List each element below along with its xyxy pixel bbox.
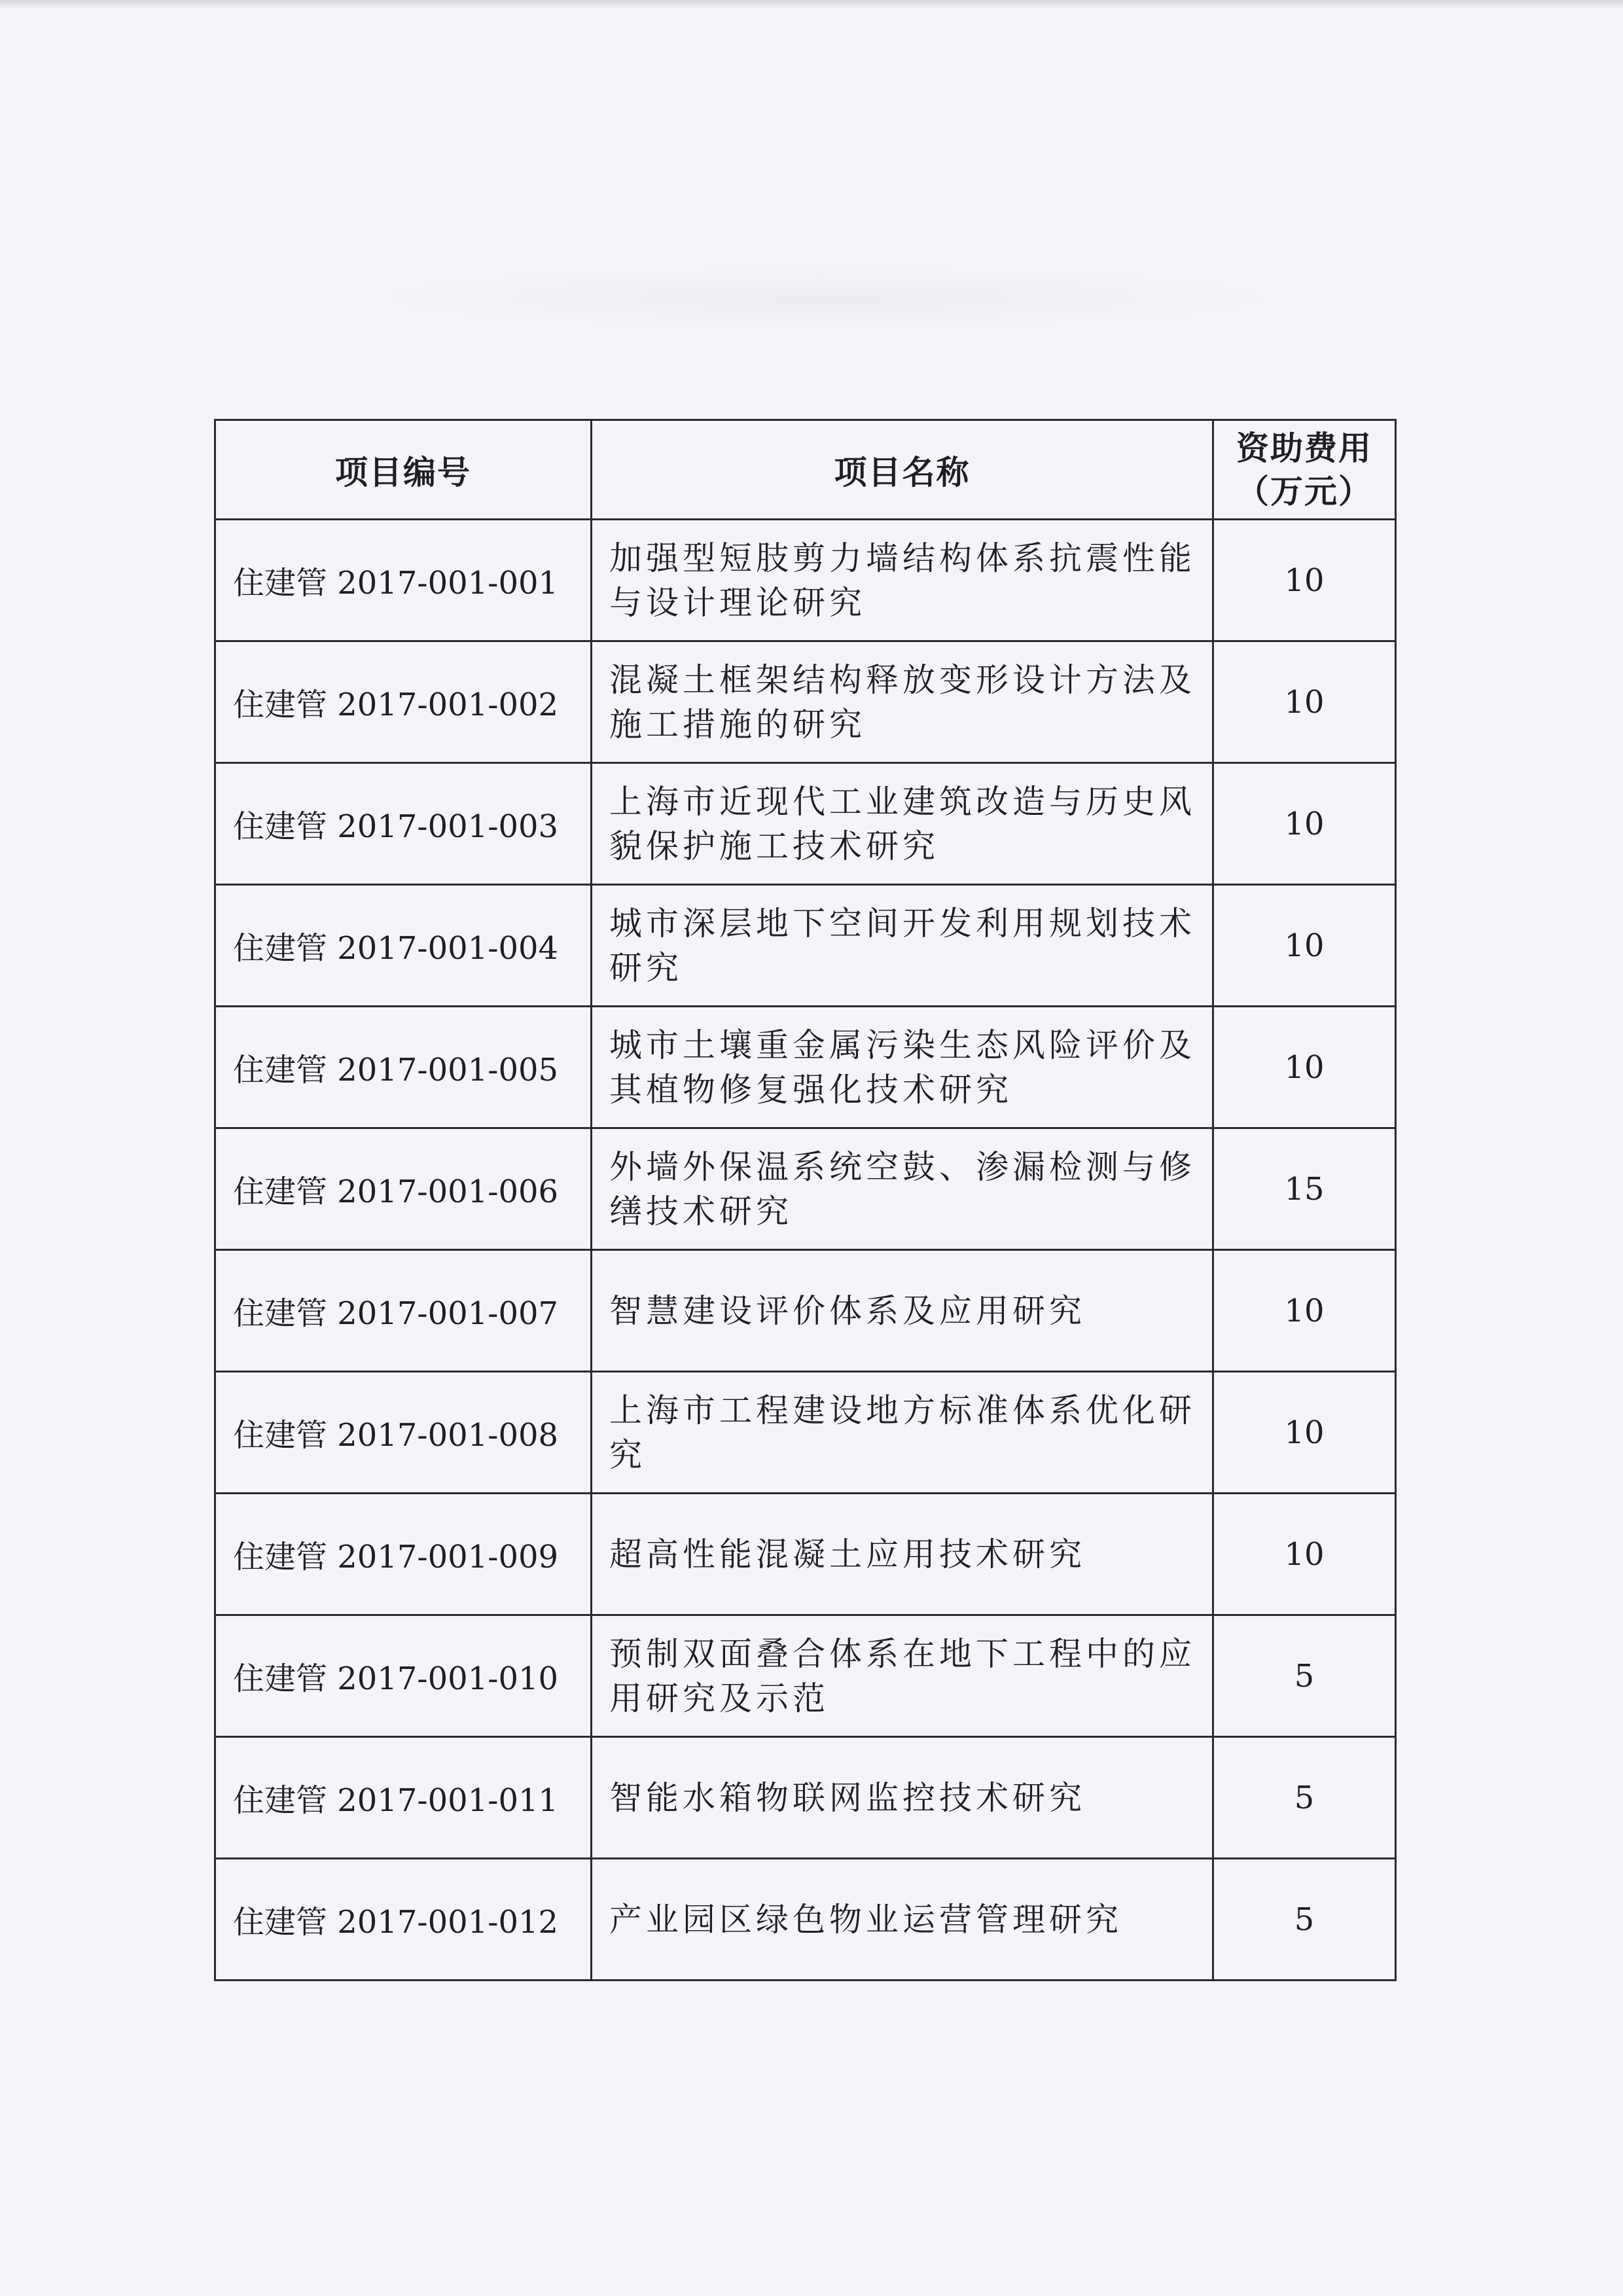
funding-cell: 10 [1213, 1372, 1396, 1494]
table-row [215, 1859, 1396, 1981]
scan-edge-shadow [0, 0, 1623, 9]
header-project-id: 项目编号 [215, 420, 592, 520]
header-funding [1213, 420, 1396, 520]
project-id-cell: 住建管 2017-001-010 [215, 1615, 592, 1737]
table-row [215, 1007, 1396, 1128]
funding-cell: 5 [1213, 1615, 1396, 1737]
project-name-cell: 城市深层地下空间开发利用规划技术研究 [592, 885, 1213, 1007]
header-funding-unit: （万元） [1236, 472, 1372, 511]
funding-cell: 5 [1213, 1737, 1396, 1859]
project-name-cell: 混凝土框架结构释放变形设计方法及施工措施的研究 [592, 641, 1213, 763]
project-name-cell: 上海市近现代工业建筑改造与历史风貌保护施工技术研究 [592, 763, 1213, 885]
header-project-name: 项目名称 [592, 420, 1213, 520]
project-id-cell: 住建管 2017-001-003 [215, 763, 592, 885]
table-row [215, 520, 1396, 641]
funding-cell: 10 [1213, 1007, 1396, 1128]
project-name-cell: 预制双面叠合体系在地下工程中的应用研究及示范 [592, 1615, 1213, 1737]
funding-cell: 15 [1213, 1128, 1396, 1250]
table-row [215, 1250, 1396, 1372]
table-row [215, 1494, 1396, 1615]
project-name-cell: 产业园区绿色物业运营管理研究 [592, 1859, 1213, 1981]
project-id-cell: 住建管 2017-001-001 [215, 520, 592, 641]
project-name-cell: 上海市工程建设地方标准体系优化研究 [592, 1372, 1213, 1494]
project-id-cell: 住建管 2017-001-005 [215, 1007, 592, 1128]
funding-cell: 10 [1213, 520, 1396, 641]
table-row [215, 1615, 1396, 1737]
project-id-cell: 住建管 2017-001-009 [215, 1494, 592, 1615]
bleed-through-shadow [288, 262, 1361, 334]
project-id-cell: 住建管 2017-001-006 [215, 1128, 592, 1250]
table-row [215, 1128, 1396, 1250]
project-id-cell: 住建管 2017-001-004 [215, 885, 592, 1007]
project-id-cell: 住建管 2017-001-012 [215, 1859, 592, 1981]
project-name-cell: 智慧建设评价体系及应用研究 [592, 1250, 1213, 1372]
table-row [215, 641, 1396, 763]
table-header-row [215, 420, 1396, 520]
project-id-cell: 住建管 2017-001-011 [215, 1737, 592, 1859]
project-name-cell: 城市土壤重金属污染生态风险评价及其植物修复强化技术研究 [592, 1007, 1213, 1128]
funding-cell: 5 [1213, 1859, 1396, 1981]
project-name-cell: 智能水箱物联网监控技术研究 [592, 1737, 1213, 1859]
project-name-cell: 加强型短肢剪力墙结构体系抗震性能与设计理论研究 [592, 520, 1213, 641]
table-row [215, 885, 1396, 1007]
project-id-cell: 住建管 2017-001-007 [215, 1250, 592, 1372]
funding-cell: 10 [1213, 885, 1396, 1007]
project-name-cell: 超高性能混凝土应用技术研究 [592, 1494, 1213, 1615]
funding-cell: 10 [1213, 763, 1396, 885]
project-name-cell: 外墙外保温系统空鼓、渗漏检测与修缮技术研究 [592, 1128, 1213, 1250]
table-row [215, 1372, 1396, 1494]
funding-cell: 10 [1213, 1494, 1396, 1615]
table-row [215, 763, 1396, 885]
project-id-cell: 住建管 2017-001-008 [215, 1372, 592, 1494]
project-funding-table [214, 419, 1397, 1981]
funding-cell: 10 [1213, 1250, 1396, 1372]
header-funding-label: 资助费用 [1236, 429, 1372, 467]
table-row [215, 1737, 1396, 1859]
project-id-cell: 住建管 2017-001-002 [215, 641, 592, 763]
funding-cell: 10 [1213, 641, 1396, 763]
